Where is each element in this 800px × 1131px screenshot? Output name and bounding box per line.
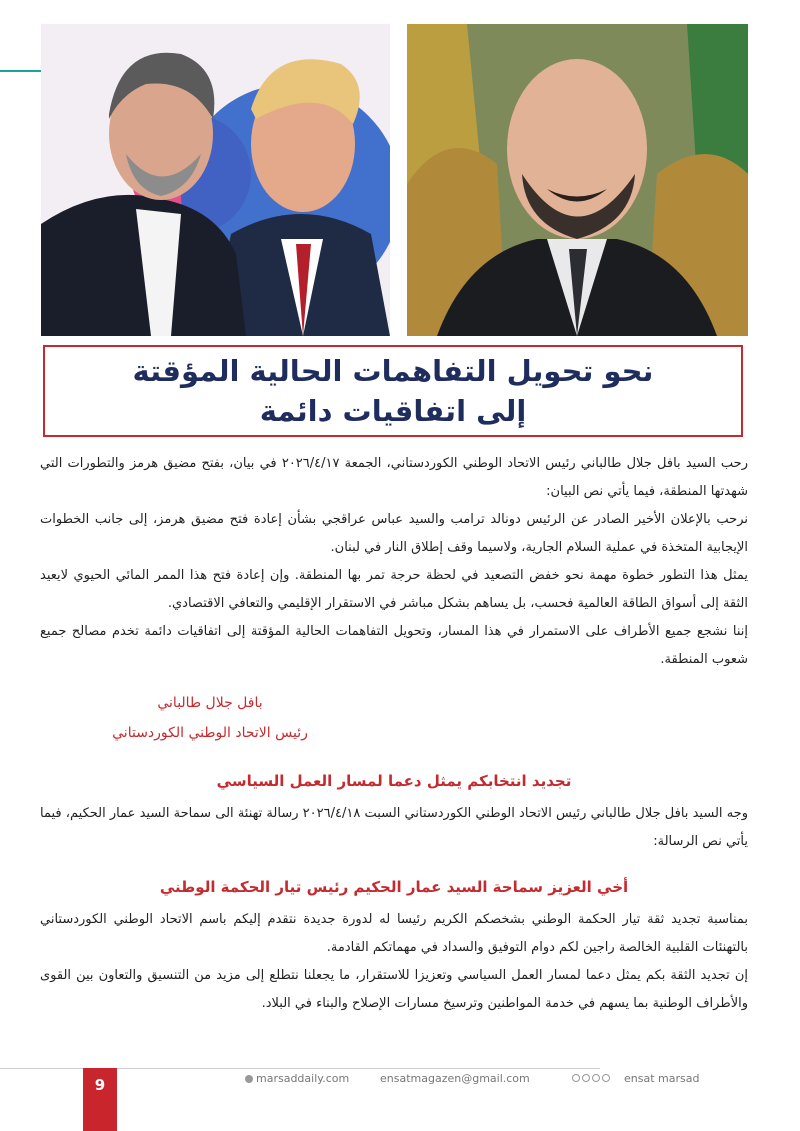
- photo-left: [41, 24, 390, 336]
- website-label: marsaddaily.com: [256, 1072, 350, 1085]
- paragraph: بمناسبة تجديد ثقة تيار الحكمة الوطني بشخصكم الكريم رئيسا له لدورة جديدة نتقدم إليكم باسم الاتحاد الوطني الكوردستاني بالتهنئات القلبية الخالصة راجين لكم دوام التوفيق والسداد في مهماتكم القادمة.: [40, 912, 748, 955]
- footer-website[interactable]: [245, 1072, 349, 1085]
- accent-line: [0, 70, 42, 72]
- globe-icon: [245, 1075, 253, 1083]
- page-number: 9: [83, 1068, 117, 1131]
- youtube-icon[interactable]: [602, 1074, 610, 1082]
- footer-social-icons: [572, 1074, 610, 1082]
- headline-line-2: إلى اتفاقيات دائمة: [259, 394, 527, 428]
- photo-two-men: [41, 24, 390, 336]
- paragraph: يمثل هذا التطور خطوة مهمة نحو خفض التصعيد في لحظة حرجة تمر بها المنطقة. وإن إعادة فتح هذا الممر المائي الحيوي لايعيد الثقة إلى أسواق الطاقة العالمية فحسب، بل يساهم بشكل مباشر في الاستقرار الإقليمي والتعافي الاقتصادي.: [40, 568, 748, 611]
- footer-email[interactable]: [380, 1072, 530, 1085]
- email-label: ensatmagazen@gmail.com: [380, 1072, 530, 1085]
- brand-label: ensat marsad: [624, 1072, 700, 1085]
- photo-bald-man: [407, 24, 748, 336]
- headline-line-1: نحو تحويل التفاهمات الحالية المؤقتة: [132, 354, 654, 388]
- subheading: تجديد انتخابكم يمثل دعما لمسار العمل السياسي: [216, 772, 572, 790]
- signature-name: بافل جلال طالباني: [157, 695, 263, 711]
- article-letter-body: [40, 906, 748, 1018]
- twitter-icon[interactable]: [582, 1074, 590, 1082]
- signature: [100, 688, 320, 748]
- article-letter-intro: [40, 800, 748, 856]
- facebook-icon[interactable]: [572, 1074, 580, 1082]
- letter-salutation: أخي العزيز سماحة السيد عمار الحكيم رئيس تيار الحكمة الوطني: [159, 878, 629, 896]
- paragraph: رحب السيد بافل جلال طالباني رئيس الاتحاد الوطني الكوردستاني، الجمعة ٢٠٢٦/٤/١٧ في بيان، بفتح مضيق هرمز والتطورات التي شهدتها المنطقة، فيما يأتي نص البيان:: [40, 456, 748, 499]
- instagram-icon[interactable]: [592, 1074, 600, 1082]
- headline-box: [43, 345, 743, 437]
- paragraph: إن تجديد الثقة بكم يمثل دعما لمسار العمل السياسي وتعزيزا للاستقرار، ما يجعلنا نتطلع إلى مزيد من التنسيق والتعاون بين القوى والأطراف الوطنية بما يسهم في خدمة المواطنين وترسيخ مسارات الإصلاح والبناء في البلاد.: [40, 968, 748, 1011]
- signature-title: رئيس الاتحاد الوطني الكوردستاني: [112, 725, 308, 741]
- photo-right: [407, 24, 748, 336]
- article-statement: [40, 450, 748, 674]
- paragraph: وجه السيد بافل جلال طالباني رئيس الاتحاد الوطني الكوردستاني السبت ٢٠٢٦/٤/١٨ رسالة تهنئة الى سماحة السيد عمار الحكيم، فيما يأتي نص الرسالة:: [40, 806, 748, 849]
- paragraph: إننا نشجع جميع الأطراف على الاستمرار في هذا المسار، وتحويل التفاهمات الحالية المؤقتة إلى اتفاقيات دائمة تخدم مصالح جميع شعوب المنطقة.: [40, 624, 748, 667]
- paragraph: نرحب بالإعلان الأخير الصادر عن الرئيس دونالد ترامب والسيد عباس عراقجي بشأن إعادة فتح مضيق هرمز، إلى جانب الخطوات الإيجابية المتخذة في عملية السلام الجارية، ولاسيما وقف إطلاق النار في لبنان.: [40, 512, 748, 555]
- footer-brand: [624, 1072, 699, 1085]
